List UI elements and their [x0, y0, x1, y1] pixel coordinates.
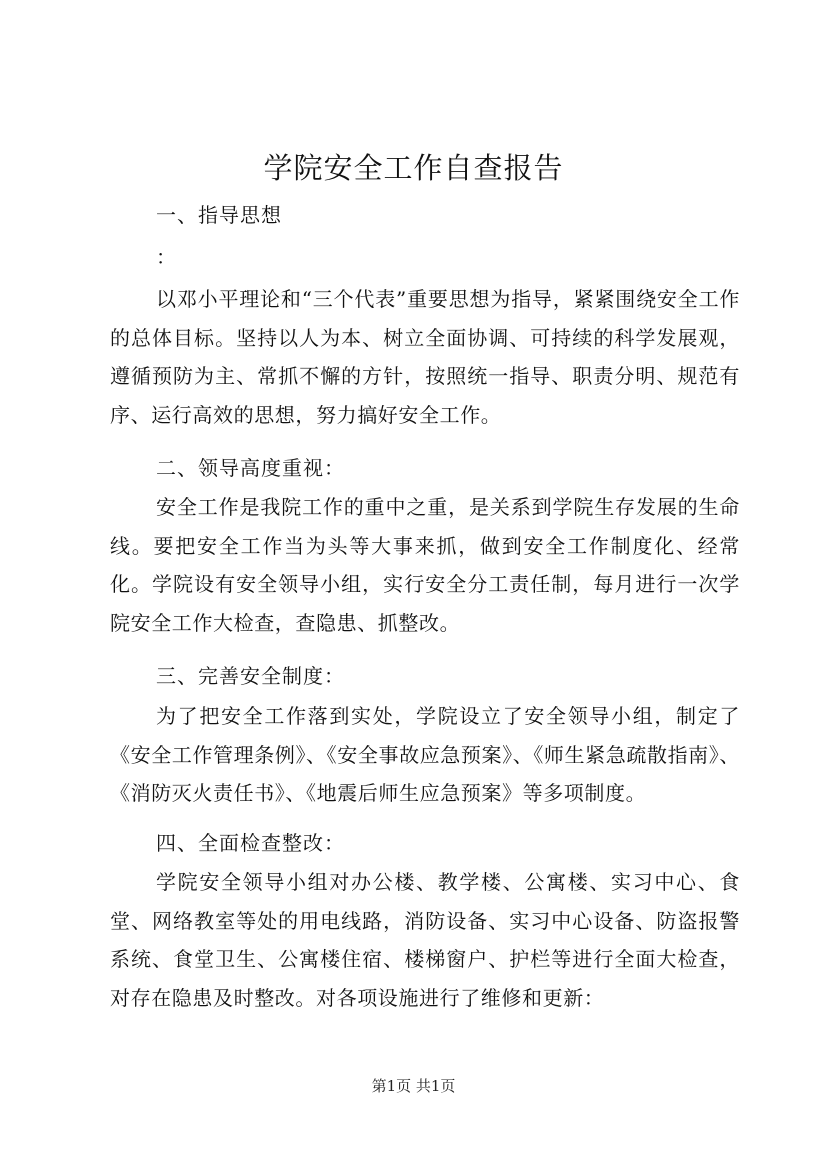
page-number-footer: 第1页 共1页 [371, 1077, 456, 1095]
section-2-heading: 二、领导高度重视： [156, 456, 345, 480]
section-4-body: 学院安全领导小组对办公楼、教学楼、公寓楼、实习中心、食堂、网络教室等处的用电线路，消防设备、实习中心设备、防盗报警系统、食堂卫生、公寓楼住宿、楼梯窗户、护栏等进行全面大检查，对存在隐患及时整改。对各项设施进行了维修和更新： [110, 870, 740, 1010]
section-3-body: 为了把安全工作落到实处，学院设立了安全领导小组，制定了《安全工作管理条例》、《安全事故应急预案》、《师生紧急疏散指南》、《消防灭火责任书》、《地震后师生应急预案》等多项制度。 [110, 704, 740, 805]
section-3-heading: 三、完善安全制度： [156, 664, 345, 688]
section-4-heading: 四、全面检查整改： [156, 831, 345, 855]
section-2-body: 安全工作是我院工作的重中之重，是关系到学院生存发展的生命线。要把安全工作当为头等大事来抓，做到安全工作制度化、经常化。学院设有安全领导小组，实行安全分工责任制，每月进行一次学院安全工作大检查，查隐患、抓整改。 [110, 495, 740, 635]
section-1-heading: 一、指导思想 [156, 203, 282, 227]
section-1-colon: ： [156, 245, 176, 269]
document-title: 学院安全工作自查报告 [263, 151, 564, 185]
section-1-body: 以邓小平理论和“三个代表”重要思想为指导，紧紧围绕安全工作的总体目标。坚持以人为本、树立全面协调、可持续的科学发展观，遵循预防为主、常抓不懈的方针，按照统一指导、职责分明、规范有序、运行高效的思想，努力搞好安全工作。 [110, 287, 740, 427]
